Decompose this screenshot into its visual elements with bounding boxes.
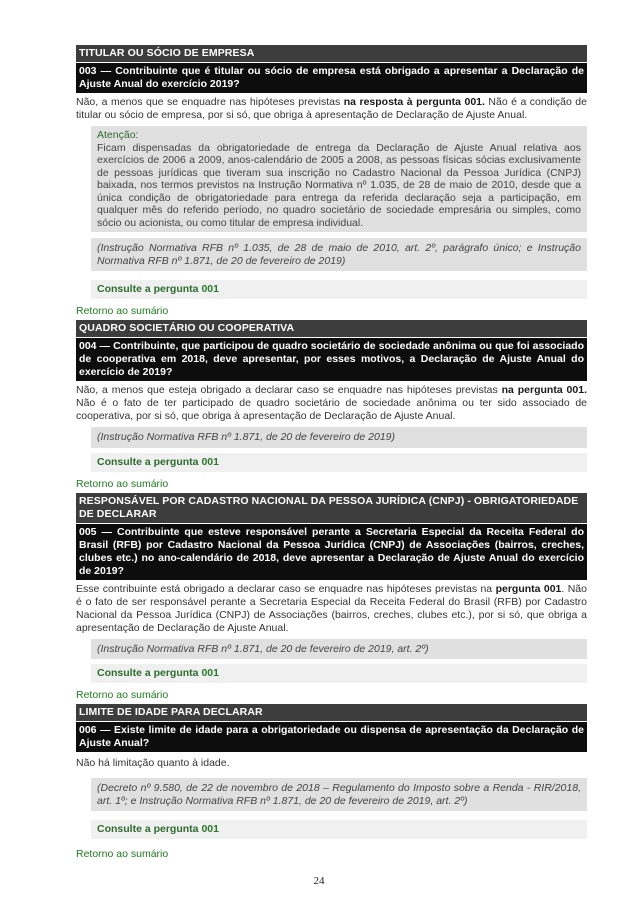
legal-reference: (Instrução Normativa RFB nº 1.871, de 20 de fevereiro de 2019) bbox=[91, 427, 587, 448]
consult-number[interactable]: 001 bbox=[201, 823, 219, 835]
consult-number[interactable]: 001 bbox=[201, 667, 219, 679]
consult-link[interactable] bbox=[91, 453, 587, 472]
consult-number[interactable]: 001 bbox=[201, 283, 219, 295]
page-number: 24 bbox=[313, 875, 325, 887]
answer-text-cont: . Não é o fato de ser responsável perante a Secretaria Especial da Receita Federal do Brasil (RFB) por Cadastro Nacional da Pessoa Jurídica (CNPJ) de Associações (bairros, creches, clubes etc.), por si só, que obriga a apresentação de Declaração de Ajuste Anual. bbox=[76, 582, 587, 634]
document-page bbox=[76, 45, 587, 863]
consult-link[interactable] bbox=[91, 280, 587, 299]
section-limite-idade bbox=[76, 704, 587, 860]
section-heading: QUADRO SOCIETÁRIO OU COOPERATIVA bbox=[76, 320, 587, 337]
section-heading: TITULAR OU SÓCIO DE EMPRESA bbox=[76, 45, 587, 62]
answer-text: Esse contribuinte está obrigado a declarar caso se enquadre nas hipóteses previstas na bbox=[76, 582, 496, 595]
attention-text: Ficam dispensadas da obrigatoriedade de entrega da Declaração de Ajuste Anual relativa aos exercícios de 2006 a 2009, anos-calendário de 2005 a 2008, as pessoas físicas sócias exclusivamente de pessoas jurídicas que tiveram sua inscrição no Cadastro Nacional da Pessoa Jurídica (CNPJ) baixada, nos termos previstos na Instrução Normativa nº 1.035, de 28 de maio de 2010, desde que a única condição de obrigatoriedade para entrega da referida declaração seja a participação, em qualquer mês do referido período, no quadro societário de sociedade empresária ou simples, como sócio ou acionista, ou como titular de empresa individual. bbox=[97, 141, 581, 229]
answer-text-cont: Não é o fato de ter participado de quadro societário de sociedade anônima ou ter sido associado de cooperativa, por si só, que obriga à apresentação de Declaração de Ajuste Anual. bbox=[76, 397, 587, 422]
return-to-summary-link[interactable]: Retorno ao sumário bbox=[76, 477, 169, 490]
answer-003 bbox=[76, 96, 587, 122]
section-titular-socio bbox=[76, 45, 587, 317]
answer-link-ref[interactable]: na resposta à pergunta 001. bbox=[343, 96, 485, 108]
section-heading: LIMITE DE IDADE PARA DECLARAR bbox=[76, 704, 587, 721]
answer-link-ref[interactable]: na pergunta 001. bbox=[501, 384, 587, 396]
return-to-summary-link[interactable]: Retorno ao sumário bbox=[76, 305, 169, 317]
consult-label: Consulte a pergunta bbox=[97, 823, 202, 835]
answer-text: Não há limitação quanto à idade. bbox=[76, 757, 230, 769]
consult-label: Consulte a pergunta bbox=[97, 455, 202, 468]
section-responsavel-cnpj bbox=[76, 493, 587, 702]
answer-text: Não, a menos que se enquadre nas hipóteses previstas bbox=[76, 96, 344, 108]
question-004: 004 — Contribuinte, que participou de quadro societário de sociedade anônima ou que foi associado de cooperativa em 2018, deve apresentar, por esses motivos, a Declaração de Ajuste Anual do exercício de 2019? bbox=[76, 338, 587, 381]
answer-link-ref[interactable]: pergunta 001 bbox=[495, 582, 562, 595]
question-003: 003 — Contribuinte que é titular ou sócio de empresa está obrigado a apresentar a Declaração de Ajuste Anual do exercício 2019? bbox=[76, 63, 587, 93]
answer-004 bbox=[76, 384, 587, 423]
legal-reference: (Instrução Normativa RFB nº 1.035, de 28 de maio de 2010, art. 2º, parágrafo único; e Instrução Normativa RFB nº 1.871, de 20 de fevereiro de 2019) bbox=[91, 238, 587, 271]
attention-box: Atenção: Ficam dispensadas da obrigatoriedade de entrega da Declaração de Ajuste Anual relativa aos exercícios de 2006 a 2009, anos-calendário de 2005 a 2008, as pessoas físicas sócias exclusivamente de pessoas jurídicas que tiveram sua inscrição no Cadastro Nacional da Pessoa Jurídica (CNPJ) baixada, nos termos previstos na Instrução Normativa nº 1.035, de 28 de maio de 2010, desde que a única condição de obrigatoriedade para entrega da referida declaração seja a participação, em qualquer mês do referido período, no quadro societário de sociedade empresária ou simples, como sócio ou acionista, ou como titular de empresa individual. bbox=[91, 126, 587, 232]
legal-reference: (Instrução Normativa RFB nº 1.871, de 20 de fevereiro de 2019, art. 2º) bbox=[91, 639, 587, 660]
answer-005 bbox=[76, 583, 587, 635]
answer-006 bbox=[76, 757, 587, 770]
answer-text-cont: Não é a condição de titular ou sócio de empresa, por si só, que obriga à apresentação de Declaração de Ajuste Anual. bbox=[76, 96, 587, 121]
consult-number[interactable]: 001 bbox=[201, 455, 219, 468]
consult-link[interactable] bbox=[91, 664, 587, 683]
answer-text: Não, a menos que esteja obrigado a declarar caso se enquadre nas hipóteses previstas bbox=[76, 384, 502, 396]
legal-reference: (Decreto nº 9.580, de 22 de novembro de 2018 – Regulamento do Imposto sobre a Renda - RIR/2018, art. 1º; e Instrução Normativa RFB nº 1.871, de 20 de fevereiro de 2019, art. 2º) bbox=[91, 778, 587, 811]
return-to-summary-link[interactable]: Retorno ao sumário bbox=[76, 689, 169, 701]
consult-label: Consulte a pergunta bbox=[97, 667, 202, 679]
attention-label: Atenção bbox=[97, 129, 136, 141]
consult-link[interactable] bbox=[91, 820, 587, 839]
question-005: 005 — Contribuinte que esteve responsável perante a Secretaria Especial da Receita Federal do Brasil (RFB) por Cadastro Nacional da Pessoa Jurídica (CNPJ) de Associações (bairros, creches, clubes etc.) no ano-calendário de 2018, deve apresentar a Declaração de Ajuste Anual do exercício de 2019? bbox=[76, 524, 587, 580]
question-006: 006 — Existe limite de idade para a obrigatoriedade ou dispensa de apresentação da Declaração de Ajuste Anual? bbox=[76, 722, 587, 752]
return-to-summary-link[interactable]: Retorno ao sumário bbox=[76, 848, 169, 860]
section-quadro-societario bbox=[76, 320, 587, 490]
section-heading: RESPONSÁVEL POR CADASTRO NACIONAL DA PESSOA JURÍDICA (CNPJ) - OBRIGATORIEDADE DE DECLARAR bbox=[76, 493, 587, 523]
consult-label: Consulte a pergunta bbox=[97, 283, 202, 295]
